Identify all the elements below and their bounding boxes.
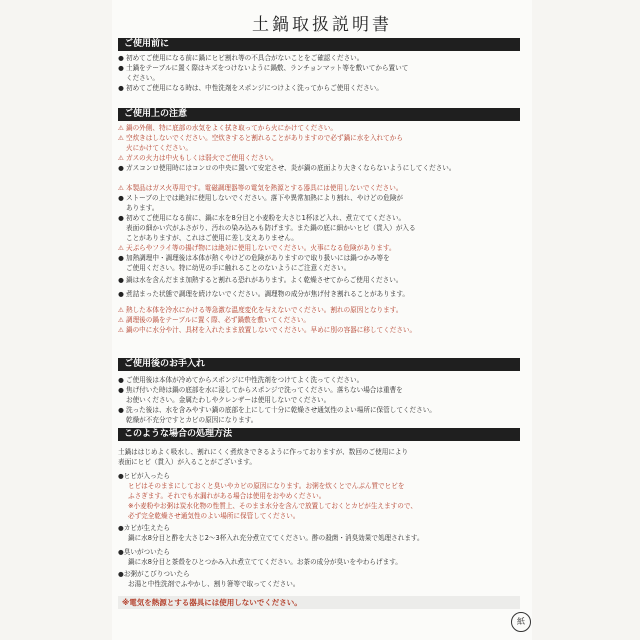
list-item: ● 土鍋をテーブルに置く際はキズをつけないように鍋敷、ランチョンマット等を敷いてから置いて xyxy=(118,64,409,72)
page-title: 土鍋取扱説明書 xyxy=(252,15,392,35)
list-item: ご使用ください。特に幼児の手に触れることのないようにご注意ください。 xyxy=(126,264,351,272)
footer-warning: ※電気を熱源とする器具には使用しないでください。 xyxy=(118,596,520,609)
warning-icon: ⚠ xyxy=(118,124,124,132)
tip-text: 鍋に水8分目と酢を大さじ2〜3杯入れ充分煮立ててください。酢の殺菌・消臭効果で処理されます。 xyxy=(128,534,424,542)
list-item: ⚠ ガスの火力は中火もしくは弱火でご使用ください。 xyxy=(116,154,524,163)
intro-text: 土鍋ははじめよく吸水し、割れにくく煮炊きできるように作っておりますが、数回のご使用により xyxy=(118,448,409,456)
warning-icon: ⚠ xyxy=(118,244,124,252)
tip-text: ふさぎます。それでも水漏れがある場合は使用をおやめください。 xyxy=(128,492,326,500)
warning-icon: ⚠ xyxy=(118,184,124,192)
list-item: ことがありますが、これはご使用に差し支えありません。 xyxy=(126,234,298,242)
warning-icon: ⚠ xyxy=(118,306,124,314)
list-item: ⚠ 鍋の中に水分や汁、具材を入れたまま放置しないでください。早めに別の容器に移してください。 xyxy=(116,326,524,335)
list-item: 表面の細かい穴がふさがり、汚れの染み込みも防げます。また鍋の底に細かいヒビ（貫入）が入る xyxy=(126,224,416,232)
list-item: ● 焦げ付いた時は鍋の底部を水に浸してからスポンジで洗ってください。落ちない場合は重曹を xyxy=(118,386,403,394)
section-header-troubleshooting: このような場合の処理方法 xyxy=(118,428,520,441)
list-item: ● 加熱調理中・調理後は本体が熱くやけどの危険がありますので取り扱いには鍋つかみ等を xyxy=(118,254,390,262)
warning-icon: ⚠ xyxy=(118,154,124,162)
list-item: ⚠ 天ぷらやフライ等の揚げ物には絶対に使用しないでください。火事になる危険があります。 xyxy=(116,244,524,253)
warning-icon: ⚠ xyxy=(118,316,124,324)
list-item: ● ガスコンロ使用時にはコンロの中央に置いて安定させ、炎が鍋の底面より大きくならないようにしてください。 xyxy=(118,164,456,172)
intro-text: 表面にヒビ（貫入）が入ることがございます。 xyxy=(118,458,256,466)
list-item: お使いください。金属たわしやクレンザーは使用しないでください。 xyxy=(126,396,331,404)
list-item: ● ストーブの上では絶対に使用しないでください。落下や異常加熱により割れ、やけどの危険が xyxy=(118,194,404,202)
list-item: ● 煮詰まった状態で調理を続けないでください。調理物の成分が焦げ付き割れることがあります。 xyxy=(118,290,410,298)
tip-heading: ●カビが生えたら xyxy=(118,524,170,532)
section-header-before-use: ご使用前に xyxy=(118,38,520,51)
tip-text: ヒビはそのままにしておくと臭いやカビの原因になります。お粥を炊くとでんぷん質でヒビを xyxy=(128,482,405,490)
tip-text: お湯と中性洗剤でふやかし、割り箸等で取ってください。 xyxy=(128,580,300,588)
list-item: ● 初めてご使用になる時は、中性洗剤をスポンジにつけよく洗ってからご使用ください。 xyxy=(118,84,383,92)
list-item: ● 初めてご使用になる前に鍋にヒビ割れ等の不具合がないことをご確認ください。 xyxy=(118,54,364,62)
section-header-care: ご使用後のお手入れ xyxy=(118,358,520,371)
list-item: ⚠ 調理後の鍋をテーブルに置く際、必ず鍋敷を敷いてください。 xyxy=(116,316,524,325)
tip-text: 鍋に水8分目と茶殻をひとつかみ入れ煮立ててください。お茶の成分が臭いをやわらげます。 xyxy=(128,558,402,566)
tip-text: ※小麦粉やお粥は炭水化物の性質上、そのまま水分を含んで放置しておくとカビが生えますので、 xyxy=(128,502,417,510)
list-item: ⚠ 鍋の外側、特に底部の水気をよく拭き取ってから火にかけてください。 xyxy=(116,124,524,133)
tip-heading: ●臭いがついたら xyxy=(118,548,170,556)
warning-icon: ⚠ xyxy=(118,134,124,142)
list-item: ● 鍋は水を含んだまま加熱すると割れる恐れがあります。よく乾燥させてからご使用ください。 xyxy=(118,276,403,284)
list-item: ⚠ 本製品はガス火専用です。電磁調理器等の電気を熱源とする器具には使用しないでください。 xyxy=(116,184,524,193)
section-header-precautions: ご使用上の注意 xyxy=(118,108,520,121)
list-item: ● 洗った後は、水を含みやすい鍋の底部を上にして十分に乾燥させ通気性のよい場所に保管してください。 xyxy=(118,406,436,414)
list-item: 乾燥が不充分ですとカビの原因になります。 xyxy=(126,416,258,424)
list-item: 火にかけてください。 xyxy=(126,144,192,152)
tip-text: 必ず完全乾燥させ通気性のよい場所に保管してください。 xyxy=(128,512,300,520)
warning-icon: ⚠ xyxy=(118,326,124,334)
list-item: あります。 xyxy=(126,204,159,212)
list-item: ⚠ 空炊きはしないでください。空炊きすると割れることがありますので必ず鍋に水を入れてから xyxy=(116,134,524,143)
list-item: ● ご使用後は本体が冷めてからスポンジに中性洗剤をつけてよく洗ってください。 xyxy=(118,376,364,384)
paper-recycle-mark-icon: 紙 xyxy=(511,612,531,632)
tip-heading: ●ヒビが入ったら xyxy=(118,472,170,480)
instruction-sheet xyxy=(112,0,532,640)
list-item: ● 初めてご使用になる前に、鍋に水を8分目と小麦粉を大さじ1杯ほど入れ、煮立ててください。 xyxy=(118,214,406,222)
list-item: ください。 xyxy=(126,74,159,82)
list-item: ⚠ 熱した本体を冷水にかける等急激な温度変化を与えないでください。割れの原因となります。 xyxy=(116,306,524,315)
tip-heading: ●お粥がこびりついたら xyxy=(118,570,190,578)
